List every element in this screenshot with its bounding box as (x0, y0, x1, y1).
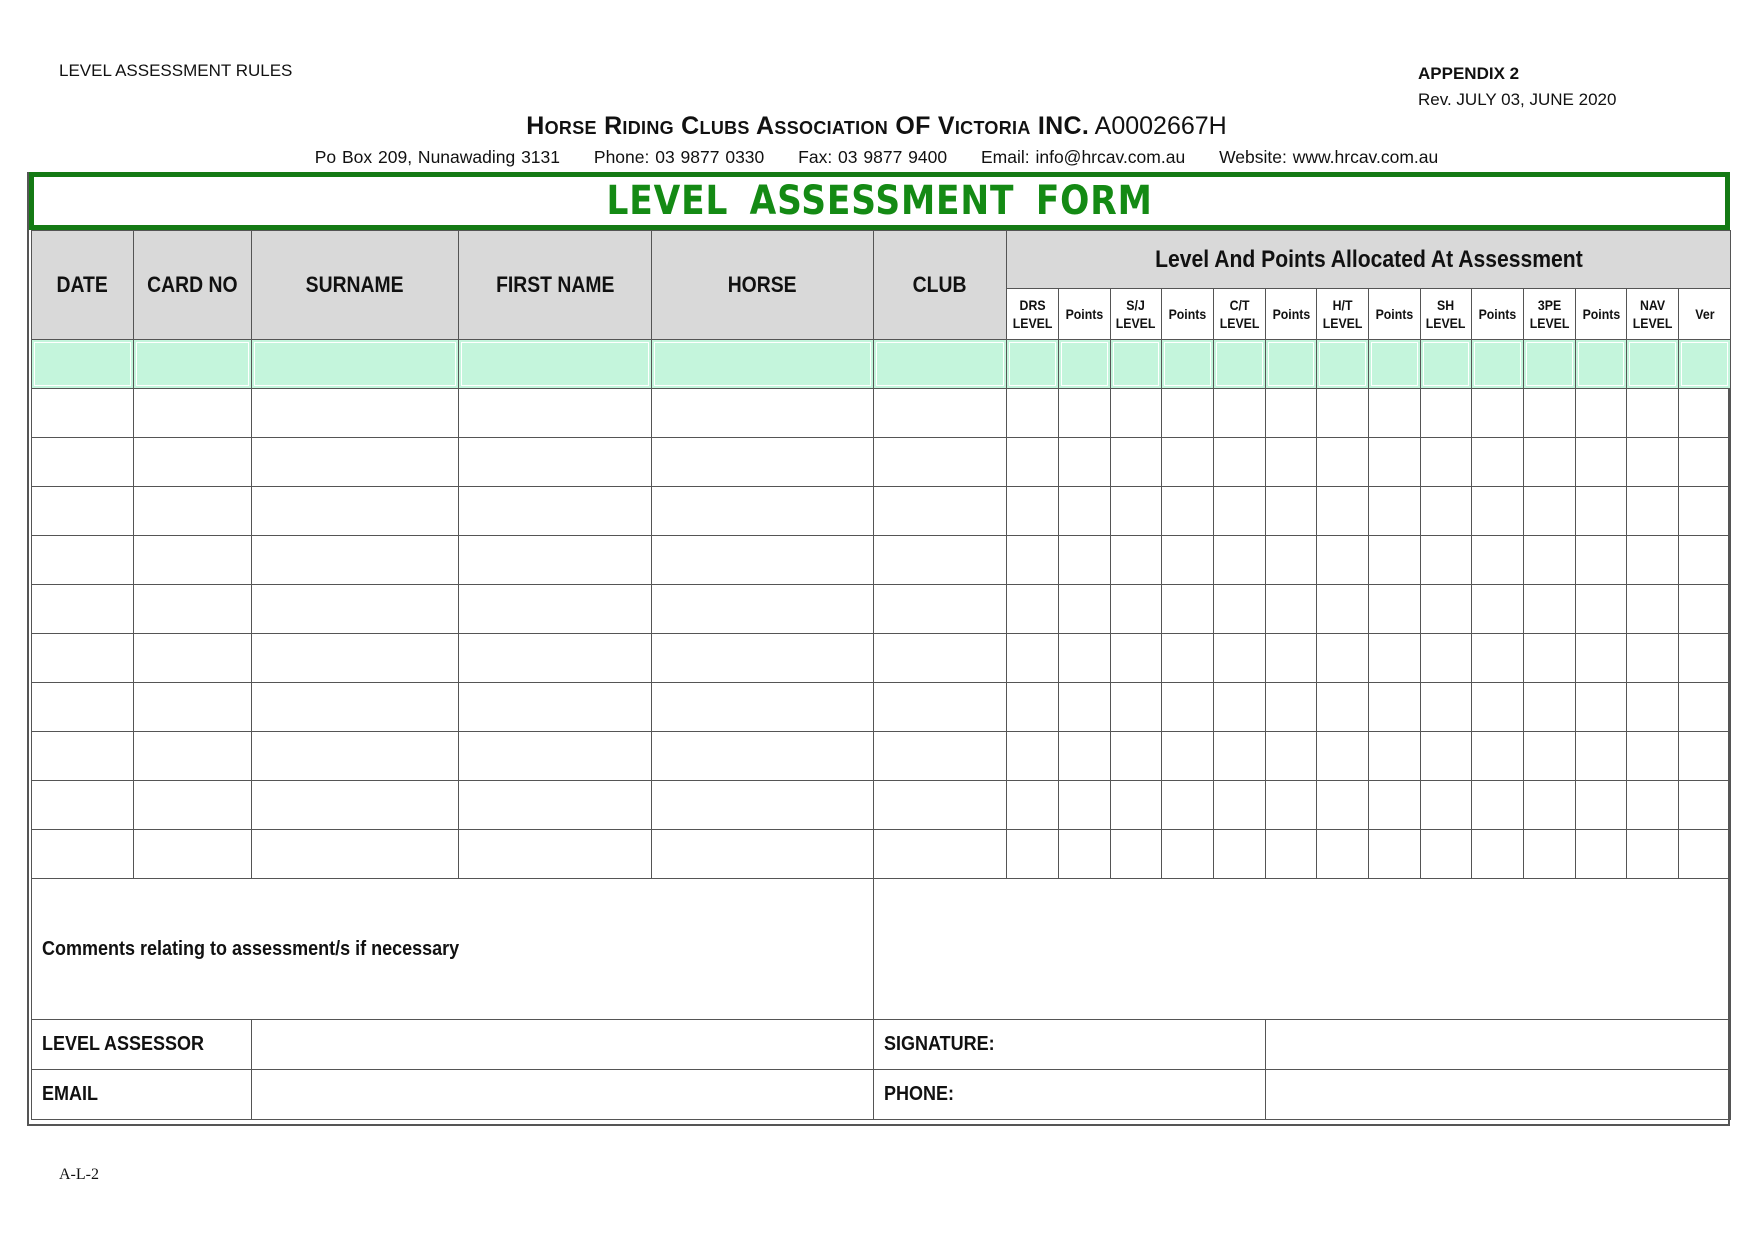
col-horse: HORSE (652, 231, 874, 340)
entry-cell[interactable] (1007, 830, 1059, 879)
entry-cell[interactable] (1679, 732, 1731, 781)
entry-cell[interactable] (134, 585, 252, 634)
entry-cell[interactable] (1317, 438, 1369, 487)
entry-cell[interactable] (1679, 389, 1731, 438)
entry-cell[interactable] (874, 830, 1007, 879)
entry-cell[interactable] (1162, 683, 1214, 732)
entry-row (32, 340, 1731, 389)
entry-cell[interactable] (652, 487, 874, 536)
entry-cell[interactable] (1162, 536, 1214, 585)
entry-cell[interactable] (1007, 536, 1059, 585)
entry-cell[interactable] (1524, 634, 1576, 683)
entry-cell[interactable] (652, 732, 874, 781)
entry-cell[interactable] (1317, 536, 1369, 585)
entry-cell[interactable] (1576, 830, 1627, 879)
entry-cell[interactable] (1007, 781, 1059, 830)
subcol-header: NAV LEVEL (1627, 289, 1679, 340)
entry-cell[interactable] (1472, 732, 1524, 781)
entry-cell[interactable] (1007, 634, 1059, 683)
entry-cell[interactable] (1162, 830, 1214, 879)
entry-cell[interactable] (1317, 340, 1369, 389)
entry-cell[interactable] (459, 781, 652, 830)
entry-cell[interactable] (459, 732, 652, 781)
entry-cell[interactable] (134, 438, 252, 487)
email-label: EMAIL (32, 1070, 252, 1120)
entry-cell[interactable] (1369, 389, 1421, 438)
appendix-label: APPENDIX 2 (1418, 64, 1520, 83)
entry-cell[interactable] (1111, 683, 1162, 732)
entry-cell[interactable] (1162, 340, 1214, 389)
entry-cell[interactable] (874, 389, 1007, 438)
entry-cell[interactable] (252, 340, 459, 389)
entry-cell[interactable] (874, 536, 1007, 585)
entry-cell[interactable] (1627, 732, 1679, 781)
comments-field[interactable] (874, 879, 1731, 1020)
doc-rules-label: LEVEL ASSESSMENT RULES (59, 61, 293, 80)
entry-cell[interactable] (1576, 536, 1627, 585)
email-field[interactable] (252, 1070, 874, 1120)
entry-cell[interactable] (1576, 732, 1627, 781)
entry-cell[interactable] (134, 634, 252, 683)
entry-cell[interactable] (1369, 438, 1421, 487)
entry-cell[interactable] (1214, 732, 1266, 781)
subcol-header: Points (1162, 289, 1214, 340)
entry-cell[interactable] (1214, 683, 1266, 732)
entry-cell[interactable] (1679, 830, 1731, 879)
phone-field[interactable] (1266, 1070, 1731, 1120)
entry-row (32, 732, 1731, 781)
entry-cell[interactable] (1576, 340, 1627, 389)
entry-cell[interactable] (1317, 389, 1369, 438)
entry-cell[interactable] (1111, 585, 1162, 634)
entry-cell[interactable] (1627, 389, 1679, 438)
entry-cell[interactable] (1007, 389, 1059, 438)
entry-cell[interactable] (1214, 487, 1266, 536)
entry-cell[interactable] (134, 683, 252, 732)
entry-cell[interactable] (1472, 389, 1524, 438)
entry-cell[interactable] (1317, 487, 1369, 536)
entry-cell[interactable] (1369, 732, 1421, 781)
entry-cell[interactable] (32, 340, 134, 389)
entry-cell[interactable] (874, 732, 1007, 781)
entry-cell[interactable] (1627, 634, 1679, 683)
level-assessor-label: LEVEL ASSESSOR (32, 1020, 252, 1070)
contact-fax: Fax: 03 9877 9400 (798, 147, 948, 167)
entry-row (32, 683, 1731, 732)
entry-cell[interactable] (1421, 536, 1472, 585)
entry-cell[interactable] (1059, 389, 1111, 438)
entry-cell[interactable] (252, 634, 459, 683)
entry-cell[interactable] (1472, 683, 1524, 732)
entry-cell[interactable] (1111, 487, 1162, 536)
entry-cell[interactable] (1266, 634, 1317, 683)
entry-cell[interactable] (1524, 830, 1576, 879)
entry-cell[interactable] (1679, 438, 1731, 487)
entry-cell[interactable] (1162, 634, 1214, 683)
col-club: CLUB (874, 231, 1007, 340)
entry-cell[interactable] (1369, 487, 1421, 536)
entry-cell[interactable] (252, 830, 459, 879)
entry-cell[interactable] (134, 536, 252, 585)
entry-cell[interactable] (652, 781, 874, 830)
entry-cell[interactable] (1576, 585, 1627, 634)
entry-cell[interactable] (1317, 683, 1369, 732)
entry-cell[interactable] (1111, 438, 1162, 487)
entry-cell[interactable] (32, 389, 134, 438)
col-surname: SURNAME (252, 231, 459, 340)
entry-cell[interactable] (1472, 781, 1524, 830)
entry-cell[interactable] (1369, 683, 1421, 732)
subcol-header: Points (1266, 289, 1317, 340)
entry-cell[interactable] (459, 830, 652, 879)
entry-cell[interactable] (459, 634, 652, 683)
entry-cell[interactable] (1214, 438, 1266, 487)
entry-cell[interactable] (1524, 340, 1576, 389)
entry-cell[interactable] (1162, 487, 1214, 536)
entry-cell[interactable] (1266, 830, 1317, 879)
contact-address: Po Box 209, Nunawading 3131 (314, 147, 561, 167)
entry-cell[interactable] (1524, 487, 1576, 536)
entry-cell[interactable] (652, 536, 874, 585)
entry-cell[interactable] (1421, 487, 1472, 536)
entry-cell[interactable] (652, 634, 874, 683)
entry-cell[interactable] (1007, 340, 1059, 389)
entry-cell[interactable] (459, 487, 652, 536)
subcol-header: 3PE LEVEL (1524, 289, 1576, 340)
form-title-box (29, 172, 1730, 230)
entry-cell[interactable] (1472, 634, 1524, 683)
subcol-header: DRS LEVEL (1007, 289, 1059, 340)
entry-cell[interactable] (1627, 536, 1679, 585)
entry-cell[interactable] (1059, 340, 1111, 389)
entry-cell[interactable] (1059, 487, 1111, 536)
entry-row (32, 585, 1731, 634)
entry-cell[interactable] (1627, 585, 1679, 634)
entry-cell[interactable] (1524, 438, 1576, 487)
entry-cell[interactable] (1214, 585, 1266, 634)
entry-cell[interactable] (252, 732, 459, 781)
entry-cell[interactable] (652, 830, 874, 879)
entry-cell[interactable] (1059, 438, 1111, 487)
entry-cell[interactable] (252, 781, 459, 830)
entry-cell[interactable] (1472, 487, 1524, 536)
entry-cell[interactable] (1421, 683, 1472, 732)
entry-cell[interactable] (1627, 487, 1679, 536)
entry-cell[interactable] (1214, 536, 1266, 585)
entry-cell[interactable] (1679, 781, 1731, 830)
entry-cell[interactable] (134, 340, 252, 389)
entry-cell[interactable] (1524, 585, 1576, 634)
org-number: A0002667H (1094, 112, 1227, 140)
entry-cell[interactable] (1214, 781, 1266, 830)
entry-cell[interactable] (1111, 781, 1162, 830)
entry-cell[interactable] (1421, 732, 1472, 781)
form-title: LEVEL ASSESSMENT FORM (606, 178, 1153, 224)
entry-cell[interactable] (1111, 830, 1162, 879)
subcol-header: C/T LEVEL (1214, 289, 1266, 340)
entry-cell[interactable] (252, 389, 459, 438)
entry-cell[interactable] (252, 487, 459, 536)
level-assessor-field[interactable] (252, 1020, 874, 1070)
subcol-header: Points (1472, 289, 1524, 340)
entry-cell[interactable] (1111, 634, 1162, 683)
entry-row (32, 634, 1731, 683)
revision-label: Rev. JULY 03, JUNE 2020 (1418, 90, 1617, 109)
col-first-name: FIRST NAME (459, 231, 652, 340)
entry-cell[interactable] (874, 781, 1007, 830)
entry-row (32, 487, 1731, 536)
entry-cell[interactable] (1317, 732, 1369, 781)
entry-cell[interactable] (459, 536, 652, 585)
entry-row (32, 389, 1731, 438)
entry-cell[interactable] (1369, 781, 1421, 830)
entry-cell[interactable] (1369, 340, 1421, 389)
entry-cell[interactable] (1317, 781, 1369, 830)
entry-cell[interactable] (1317, 830, 1369, 879)
entry-cell[interactable] (652, 438, 874, 487)
entry-cell[interactable] (459, 438, 652, 487)
entry-cell[interactable] (1111, 389, 1162, 438)
col-level-points-group: Level And Points Allocated At Assessment (1007, 231, 1731, 289)
entry-cell[interactable] (1214, 830, 1266, 879)
entry-cell[interactable] (134, 781, 252, 830)
entry-cell[interactable] (1524, 536, 1576, 585)
comments-label: Comments relating to assessment/s if necessary (32, 879, 874, 1020)
entry-cell[interactable] (1576, 634, 1627, 683)
entry-cell[interactable] (1007, 438, 1059, 487)
col-card-no: CARD NO (134, 231, 252, 340)
entry-cell[interactable] (459, 683, 652, 732)
footer-code: A-L-2 (59, 1166, 99, 1183)
entry-cell[interactable] (1059, 683, 1111, 732)
entry-cell[interactable] (252, 683, 459, 732)
entry-cell[interactable] (134, 389, 252, 438)
entry-cell[interactable] (874, 438, 1007, 487)
entry-cell[interactable] (1472, 830, 1524, 879)
entry-cell[interactable] (652, 585, 874, 634)
entry-cell[interactable] (1421, 585, 1472, 634)
entry-cell[interactable] (134, 732, 252, 781)
contact-email: Email: info@hrcav.com.au (980, 147, 1186, 167)
contact-line (0, 147, 1753, 168)
entry-cell[interactable] (874, 487, 1007, 536)
entry-row (32, 438, 1731, 487)
entry-cell[interactable] (1007, 683, 1059, 732)
entry-cell[interactable] (1369, 585, 1421, 634)
entry-cell[interactable] (652, 340, 874, 389)
organisation-title (0, 112, 1753, 141)
entry-cell[interactable] (1059, 585, 1111, 634)
entry-cell[interactable] (1266, 683, 1317, 732)
entry-cell[interactable] (1162, 781, 1214, 830)
entry-cell[interactable] (459, 585, 652, 634)
entry-cell[interactable] (1524, 389, 1576, 438)
signature-field[interactable] (1266, 1020, 1731, 1070)
entry-cell[interactable] (1266, 438, 1317, 487)
entry-cell[interactable] (1007, 487, 1059, 536)
entry-cell[interactable] (1059, 634, 1111, 683)
entry-cell[interactable] (134, 487, 252, 536)
entry-cell[interactable] (1266, 732, 1317, 781)
entry-cell[interactable] (32, 487, 134, 536)
entry-cell[interactable] (1266, 781, 1317, 830)
entry-cell[interactable] (1007, 732, 1059, 781)
entry-cell[interactable] (1421, 781, 1472, 830)
col-date: DATE (32, 231, 134, 340)
entry-cell[interactable] (1317, 585, 1369, 634)
entry-cell[interactable] (652, 389, 874, 438)
entry-cell[interactable] (874, 683, 1007, 732)
entry-cell[interactable] (1317, 634, 1369, 683)
entry-cell[interactable] (1627, 683, 1679, 732)
entry-cell[interactable] (1162, 732, 1214, 781)
entry-cell[interactable] (1266, 389, 1317, 438)
entry-cell[interactable] (874, 340, 1007, 389)
entry-cell[interactable] (1472, 340, 1524, 389)
entry-cell[interactable] (1421, 634, 1472, 683)
signature-label: SIGNATURE: (874, 1020, 1266, 1070)
entry-cell[interactable] (1421, 830, 1472, 879)
entry-cell[interactable] (1576, 781, 1627, 830)
subcol-header: Points (1369, 289, 1421, 340)
entry-cell[interactable] (32, 781, 134, 830)
entry-cell[interactable] (1369, 634, 1421, 683)
entry-cell[interactable] (1162, 438, 1214, 487)
entry-cell[interactable] (1472, 438, 1524, 487)
entry-cell[interactable] (1111, 536, 1162, 585)
entry-cell[interactable] (1266, 536, 1317, 585)
entry-cell[interactable] (32, 438, 134, 487)
entry-cell[interactable] (1214, 340, 1266, 389)
entry-cell[interactable] (1369, 830, 1421, 879)
entry-cell[interactable] (1627, 340, 1679, 389)
entry-row (32, 830, 1731, 879)
contact-phone: Phone: 03 9877 0330 (593, 147, 765, 167)
subcol-header: SH LEVEL (1421, 289, 1472, 340)
entry-row (32, 536, 1731, 585)
entry-cell[interactable] (1679, 585, 1731, 634)
entry-cell[interactable] (1214, 634, 1266, 683)
subcol-header: Points (1059, 289, 1111, 340)
entry-cell[interactable] (1472, 585, 1524, 634)
entry-cell[interactable] (1576, 683, 1627, 732)
entry-cell[interactable] (1266, 585, 1317, 634)
entry-cell[interactable] (1214, 389, 1266, 438)
entry-cell[interactable] (1421, 389, 1472, 438)
entry-cell[interactable] (1111, 340, 1162, 389)
entry-cell[interactable] (1059, 781, 1111, 830)
entry-cell[interactable] (874, 634, 1007, 683)
entry-cell[interactable] (1576, 438, 1627, 487)
entry-cell[interactable] (459, 340, 652, 389)
entry-cell[interactable] (1576, 487, 1627, 536)
entry-cell[interactable] (252, 438, 459, 487)
entry-cell[interactable] (1679, 634, 1731, 683)
phone-label: PHONE: (874, 1070, 1266, 1120)
entry-cell[interactable] (1421, 340, 1472, 389)
entry-row (32, 781, 1731, 830)
entry-cell[interactable] (1524, 732, 1576, 781)
entry-cell[interactable] (1472, 536, 1524, 585)
entry-cell[interactable] (1059, 830, 1111, 879)
entry-cell[interactable] (1576, 389, 1627, 438)
entry-cell[interactable] (1679, 536, 1731, 585)
entry-cell[interactable] (1369, 536, 1421, 585)
contact-website: Website: www.hrcav.com.au (1219, 147, 1439, 167)
entry-cell[interactable] (1059, 732, 1111, 781)
subcol-header: S/J LEVEL (1111, 289, 1162, 340)
entry-cell[interactable] (32, 683, 134, 732)
subcol-header: H/T LEVEL (1317, 289, 1369, 340)
entry-cell[interactable] (1679, 487, 1731, 536)
entry-cell[interactable] (652, 683, 874, 732)
entry-cell[interactable] (1007, 585, 1059, 634)
appendix-block (1418, 61, 1616, 113)
entry-cell[interactable] (1679, 340, 1731, 389)
assessment-table (31, 230, 1731, 1120)
entry-cell[interactable] (32, 585, 134, 634)
entry-cell[interactable] (134, 830, 252, 879)
entry-cell[interactable] (1421, 438, 1472, 487)
entry-cell[interactable] (1524, 683, 1576, 732)
org-name: Horse Riding Clubs Association OF Victoria INC. (526, 112, 1090, 140)
entry-cell[interactable] (1524, 781, 1576, 830)
entry-cell[interactable] (32, 830, 134, 879)
entry-cell[interactable] (1111, 732, 1162, 781)
entry-cell[interactable] (32, 536, 134, 585)
entry-cell[interactable] (1679, 683, 1731, 732)
subcol-header: Points (1576, 289, 1627, 340)
entry-cell[interactable] (459, 389, 652, 438)
entry-cell[interactable] (1266, 340, 1317, 389)
subcol-header: Ver (1679, 289, 1731, 340)
entry-cell[interactable] (1627, 830, 1679, 879)
entry-cell[interactable] (1627, 781, 1679, 830)
entry-cell[interactable] (1059, 536, 1111, 585)
entry-cell[interactable] (1162, 585, 1214, 634)
entry-cell[interactable] (1162, 389, 1214, 438)
entry-cell[interactable] (874, 585, 1007, 634)
entry-cell[interactable] (252, 585, 459, 634)
entry-cell[interactable] (32, 732, 134, 781)
entry-cell[interactable] (1266, 487, 1317, 536)
entry-cell[interactable] (1627, 438, 1679, 487)
entry-cell[interactable] (252, 536, 459, 585)
entry-cell[interactable] (32, 634, 134, 683)
